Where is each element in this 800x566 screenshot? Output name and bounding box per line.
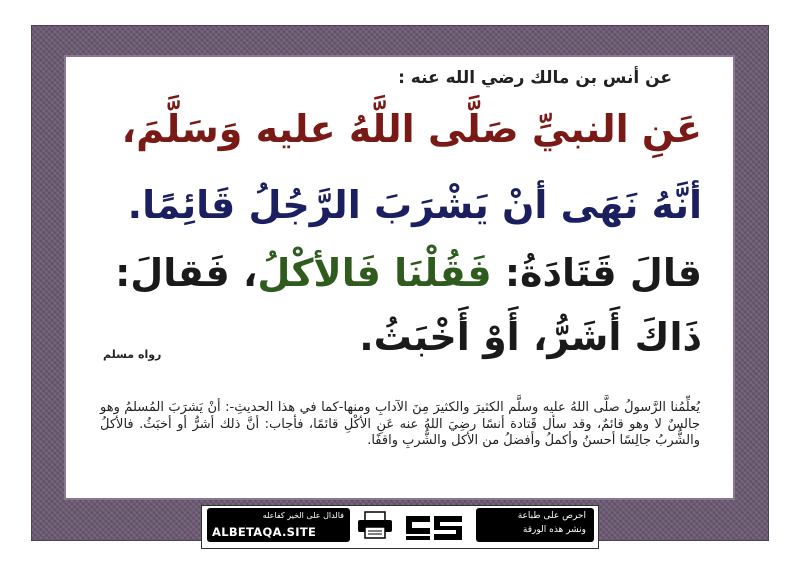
site-tagline: فالدال على الخير كفاعله — [262, 511, 344, 520]
hadith-line-3-c: ، فَقالَ: — [115, 251, 258, 295]
hadith-line-3-a: قالَ قَتَادَةُ: — [491, 251, 702, 295]
narrator-label: رواه مسلم — [103, 348, 162, 361]
site-badge[interactable] — [207, 508, 350, 542]
explanation-paragraph: يُعلِّمُنا الرَّسولُ صلَّى اللهُ عليه وسلَّم الكثيرَ والكثيرَ مِنَ الآدابِ ومنها-كما في هذا الحديثِ-: أنْ يَشرَبَ المُسلمُ وهو جالسٌ لا وهو قائمٌ، وقد سأل قَتادة أنسًا رضِيَ اللهُ عنه عَنِ الأكْلِ قائمًا، فأجاب: أنَّ ذلك أشرُّ أو أخبَثُ. فالأكلُ والشُّربُ جالِسًا أحسنُ وأكملُ وأفضلُ من الأكل والشُّربِ واقفًا. — [100, 400, 700, 448]
hadith-line-1: عَنِ النبيِّ صَلَّى اللَّهُ عليه وَسَلَّمَ، — [121, 107, 702, 151]
hadith-line-2: أنَّهُ نَهَى أنْ يَشْرَبَ الرَّجُلُ قَائِمًا. — [127, 183, 702, 227]
printer-icon — [355, 510, 395, 540]
hadith-intro: عن أنس بن مالك رضي الله عنه : — [398, 68, 672, 88]
hadith-line-3 — [115, 251, 702, 295]
hadith-line-3-b: فَقُلْنَا فَالأكْلُ — [257, 251, 492, 295]
site-url[interactable]: ALBETAQA.SITE — [212, 525, 317, 539]
print-reminder-badge — [476, 508, 594, 542]
hadith-line-4: ذَاكَ أَشَرُّ، أَوْ أَخْبَثُ. — [359, 315, 702, 359]
print-reminder-line-2: ونشر هذه الورقة — [522, 525, 586, 535]
dawah-card-logo-icon — [400, 506, 468, 546]
print-reminder-line-1: احرص على طباعة — [517, 511, 586, 521]
